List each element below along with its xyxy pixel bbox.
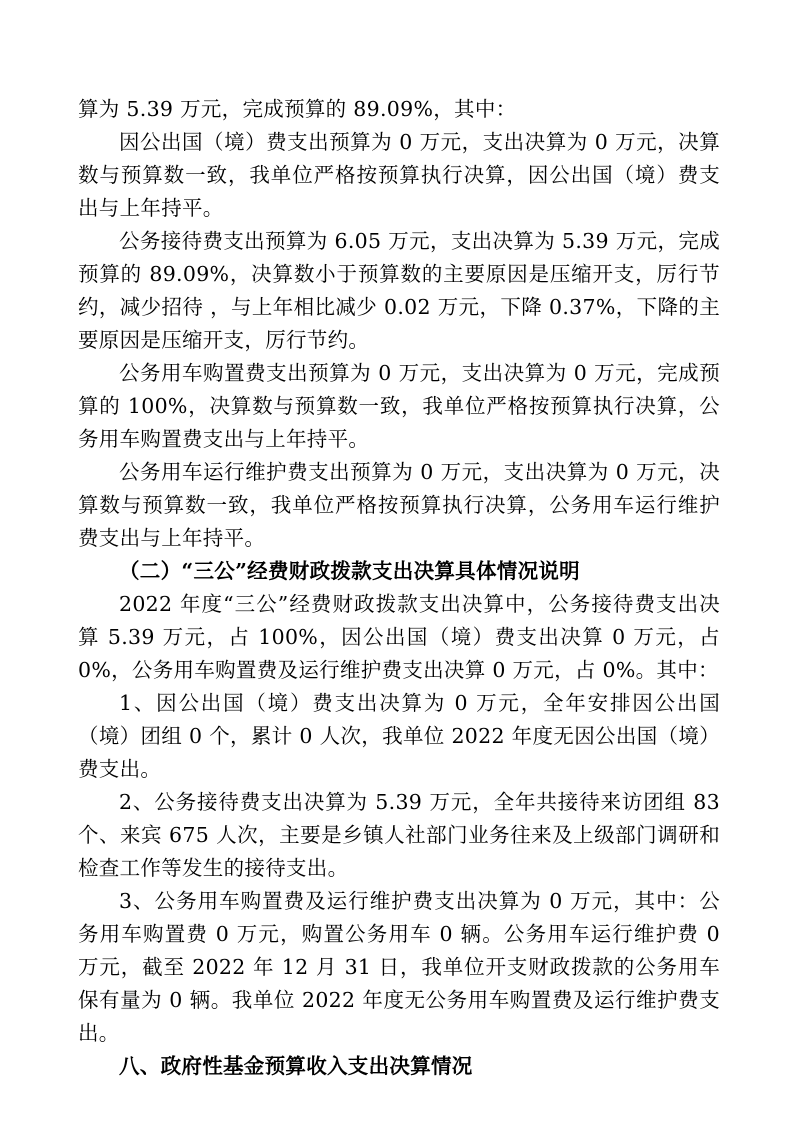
document-page [78,93,720,1083]
paragraph-three-public-overview: 2022 年度“三公”经费财政拨款支出决算中，公务接待费支出决算 5.39 万元，占 100%，因公出国（境）费支出决算 0 万元，占 0%，公务用车购置费及运行维护费支出决算 0 万元，占 0%。其中： [78,592,720,682]
paragraph-overseas-travel: 因公出国（境）费支出预算为 0 万元，支出决算为 0 万元，决算数与预算数一致，我单位严格按预算执行决算，因公出国（境）费支出与上年持平。 [78,130,720,220]
paragraph-budget-summary-continued: 算为 5.39 万元，完成预算的 89.09%，其中： [78,97,517,121]
paragraph-reception: 公务接待费支出预算为 6.05 万元，支出决算为 5.39 万元，完成预算的 89.09%，决算数小于预算数的主要原因是压缩开支，厉行节约，减少招待 ，与上年相比减少 0.02 万元，下降 0.37%，下降的主要原因是压缩开支，厉行节约。 [78,229,720,352]
paragraph-item-1-overseas: 1、因公出国（境）费支出决算为 0 万元，全年安排因公出国（境）团组 0 个，累计 0 人次，我单位 2022 年度无因公出国（境）费支出。 [78,691,720,781]
paragraph-vehicle-operation: 公务用车运行维护费支出预算为 0 万元，支出决算为 0 万元，决算数与预算数一致，我单位严格按预算执行决算，公务用车运行维护费支出与上年持平。 [78,460,720,550]
paragraph-item-2-reception: 2、公务接待费支出决算为 5.39 万元，全年共接待来访团组 83 个、来宾 675 人次，主要是乡镇人社部门业务往来及上级部门调研和检查工作等发生的接待支出。 [78,790,720,880]
section-heading-government-fund: 八、政府性基金预算收入支出决算情况 [119,1054,473,1078]
paragraph-item-3-vehicles: 3、公务用车购置费及运行维护费支出决算为 0 万元，其中：公务用车购置费 0 万元，购置公务用车 0 辆。公务用车运行维护费 0 万元，截至 2022 年 12 月 31 日，我单位开支财政拨款的公务用车保有量为 0 辆。我单位 2022 年度无公务用车购置费及运行维护费支出。 [78,889,720,1045]
section-heading-three-public: （二）“三公”经费财政拨款支出决算具体情况说明 [119,559,580,583]
paragraph-vehicle-purchase: 公务用车购置费支出预算为 0 万元，支出决算为 0 万元，完成预算的 100%，决算数与预算数一致，我单位严格按预算执行决算，公务用车购置费支出与上年持平。 [78,361,720,451]
